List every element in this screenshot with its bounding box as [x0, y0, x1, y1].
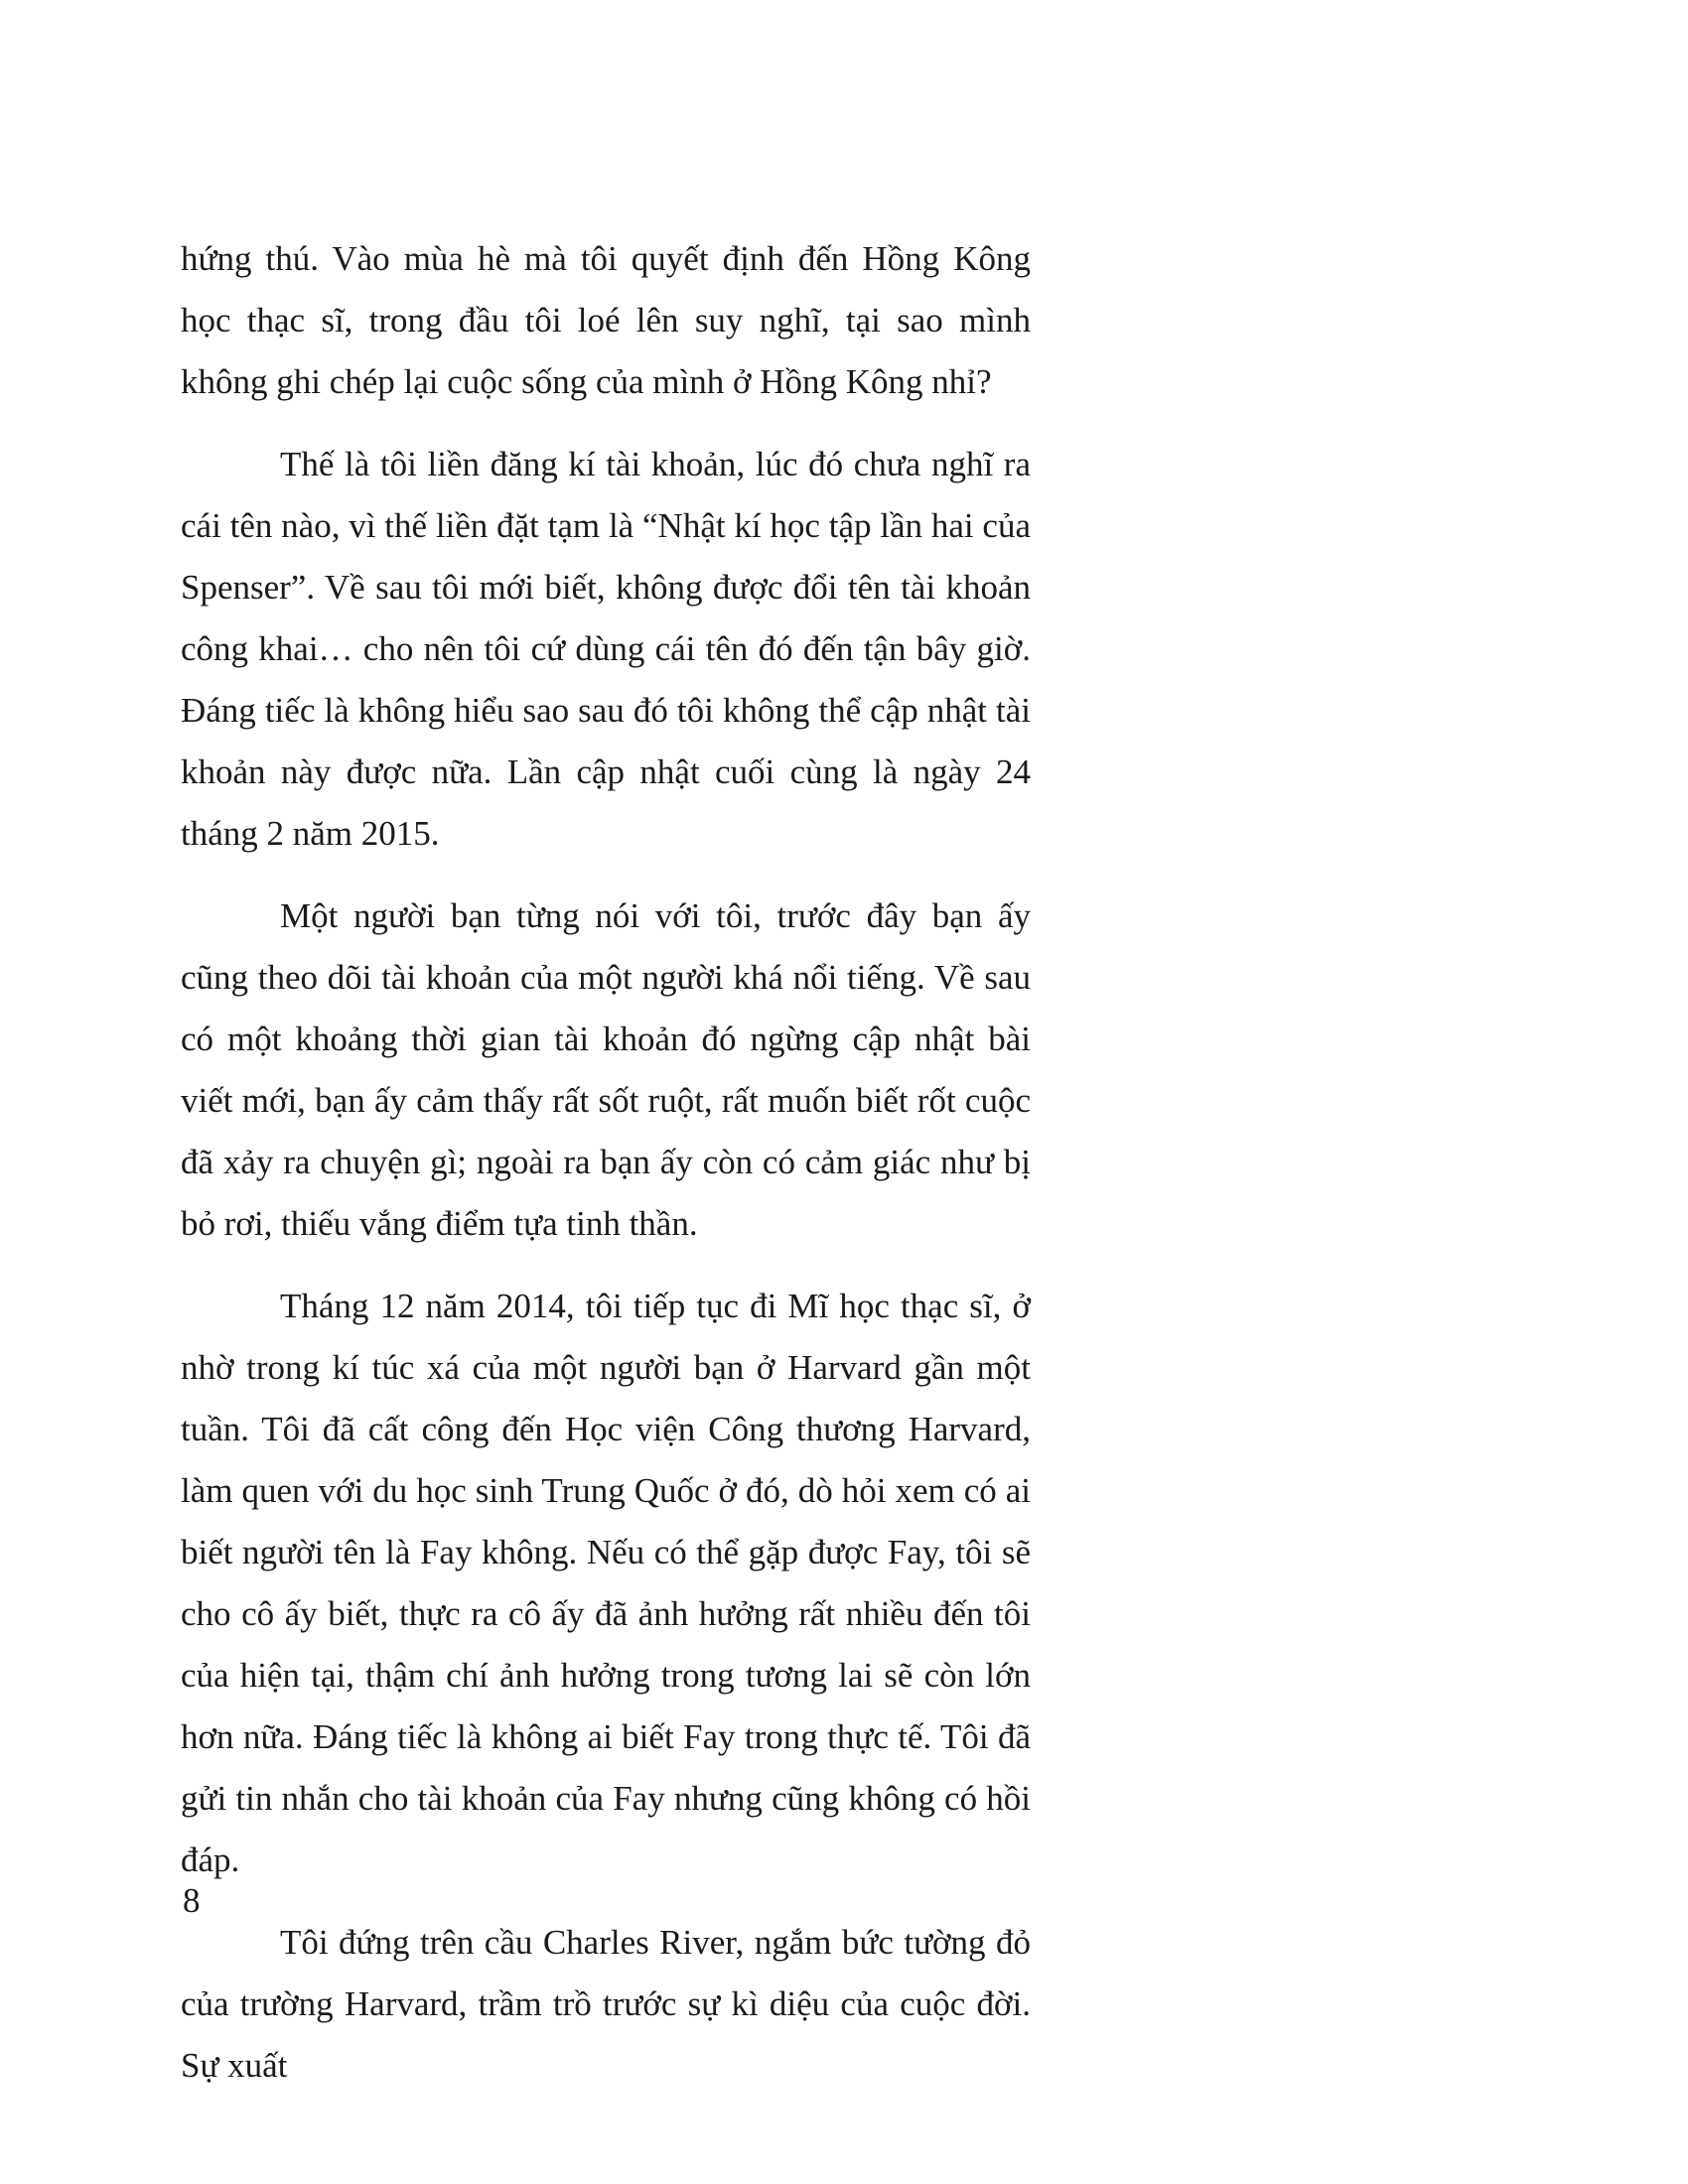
page-text-block — [181, 228, 1031, 2097]
paragraph: Tháng 12 năm 2014, tôi tiếp tục đi Mĩ học thạc sĩ, ở nhờ trong kí túc xá của một người bạn ở Harvard gần một tuần. Tôi đã cất công đến Học viện Công thương Harvard, làm quen với du học sinh Trung Quốc ở đó, dò hỏi xem có ai biết người tên là Fay không. Nếu có thể gặp được Fay, tôi sẽ cho cô ấy biết, thực ra cô ấy đã ảnh hưởng rất nhiều đến tôi của hiện tại, thậm chí ảnh hưởng trong tương lai sẽ còn lớn hơn nữa. Đáng tiếc là không ai biết Fay trong thực tế. Tôi đã gửi tin nhắn cho tài khoản của Fay nhưng cũng không có hồi đáp. — [181, 1287, 1031, 1879]
paragraph: Thế là tôi liền đăng kí tài khoản, lúc đó chưa nghĩ ra cái tên nào, vì thế liền đặt tạm là “Nhật kí học tập lần hai của Spenser”. Về sau tôi mới biết, không được đổi tên tài khoản công khai… cho nên tôi cứ dùng cái tên đó đến tận bây giờ. Đáng tiếc là không hiểu sao sau đó tôi không thể cập nhật tài khoản này được nữa. Lần cập nhật cuối cùng là ngày 24 tháng 2 năm 2015. — [181, 445, 1031, 853]
paragraph-continuation: hứng thú. Vào mùa hè mà tôi quyết định đến Hồng Kông học thạc sĩ, trong đầu tôi loé lên suy nghĩ, tại sao mình không ghi chép lại cuộc sống của mình ở Hồng Kông nhỉ? — [181, 239, 1031, 401]
paragraph: Một người bạn từng nói với tôi, trước đây bạn ấy cũng theo dõi tài khoản của một người khá nổi tiếng. Về sau có một khoảng thời gian tài khoản đó ngừng cập nhật bài viết mới, bạn ấy cảm thấy rất sốt ruột, rất muốn biết rốt cuộc đã xảy ra chuyện gì; ngoài ra bạn ấy còn có cảm giác như bị bỏ rơi, thiếu vắng điểm tựa tinh thần. — [181, 896, 1031, 1243]
page-number: 8 — [183, 1881, 201, 1920]
paragraph: Tôi đứng trên cầu Charles River, ngắm bức tường đỏ của trường Harvard, trầm trồ trước sự kì diệu của cuộc đời. Sự xuất — [181, 1923, 1031, 2085]
